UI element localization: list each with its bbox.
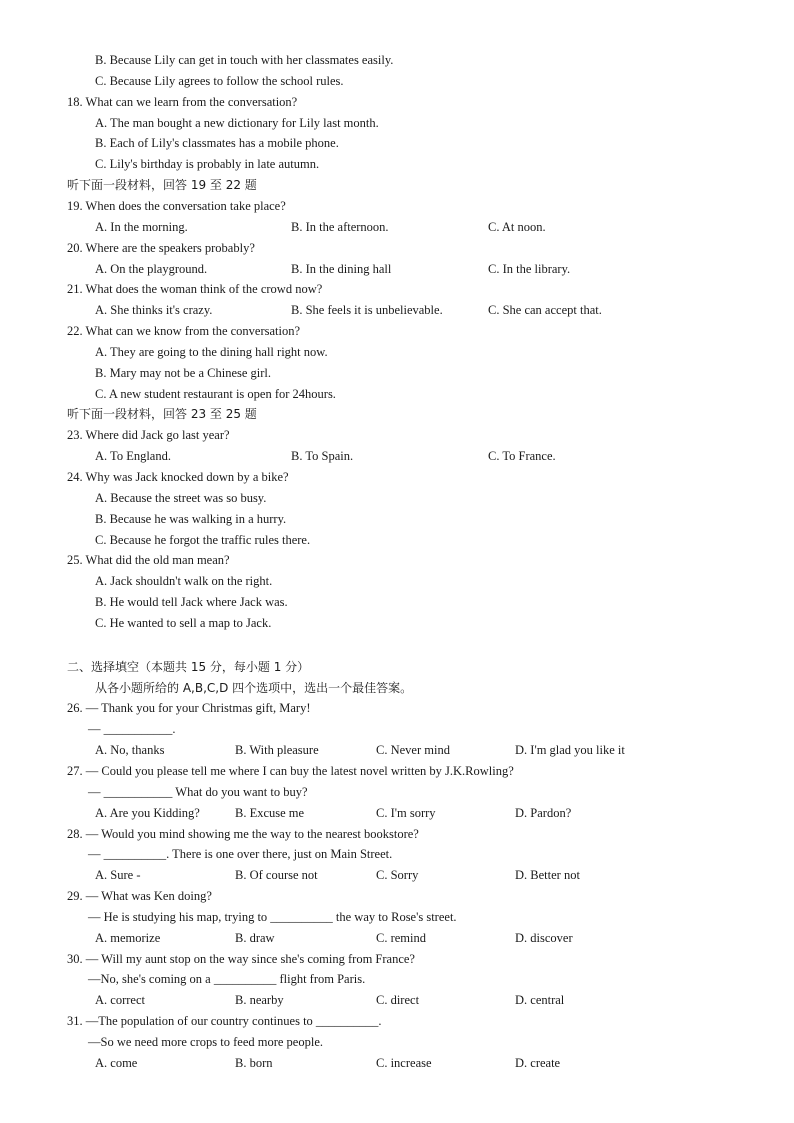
option-text: D. Better not <box>515 868 580 883</box>
question-text: 30. — Will my aunt stop on the way since she's coming from France? <box>67 951 415 966</box>
question-text: 24. Why was Jack knocked down by a bike? <box>67 470 289 484</box>
answer-line: — ___________. <box>88 722 176 737</box>
answer-line: B. Because he was walking in a hurry. <box>95 511 287 526</box>
question-text: 27. — Could you please tell me where I can buy the latest novel written by J.K.Rowling? <box>67 763 514 778</box>
option-text: A. memorize <box>95 930 161 945</box>
option-text: B. With pleasure <box>235 743 319 758</box>
question-text: 18. What can we learn from the conversation? <box>67 94 298 109</box>
option-text: C. I'm sorry <box>376 805 436 820</box>
option-text: A. come <box>95 1055 138 1070</box>
option-text: A. correct <box>95 993 145 1008</box>
option-text: B. Excuse me <box>235 805 305 820</box>
option-text: A. Sure - <box>95 868 141 883</box>
option-text: C. At noon. <box>488 219 546 234</box>
option-text: C. She can accept that. <box>488 303 602 318</box>
option-text: B. draw <box>235 930 275 945</box>
question-text: 29. — What was Ken doing? <box>67 889 212 904</box>
answer-line: A. They are going to the dining hall right now. <box>95 344 328 359</box>
question-text: 31. —The population of our country continues to __________. <box>67 1014 382 1029</box>
answer-line: —No, she's coming on a __________ flight from Paris. <box>88 972 366 987</box>
question-text: 23. Where did Jack go last year? <box>67 428 230 443</box>
option-text: C. direct <box>376 993 420 1008</box>
answer-line: B. Because Lily can get in touch with her classmates easily. <box>95 53 394 67</box>
option-text: C. In the library. <box>488 261 571 276</box>
answer-line: —So we need more crops to feed more people. <box>88 1035 323 1050</box>
question-text: 26. — Thank you for your Christmas gift, Mary! <box>67 701 311 716</box>
option-text: D. create <box>515 1055 561 1070</box>
option-text: A. On the playground. <box>95 261 208 276</box>
answer-line: B. Each of Lily's classmates has a mobile phone. <box>95 136 339 151</box>
option-text: A. No, thanks <box>95 743 165 758</box>
answer-line: B. Mary may not be a Chinese girl. <box>95 365 272 380</box>
option-text: B. born <box>235 1055 273 1070</box>
question-text: 21. What does the woman think of the crowd now? <box>67 282 323 297</box>
answer-line: C. Because Lily agrees to follow the school rules. <box>95 73 344 88</box>
option-text: C. To France. <box>488 449 556 464</box>
answer-line: C. Lily's birthday is probably in late autumn. <box>95 157 320 172</box>
option-text: D. Pardon? <box>515 805 572 820</box>
option-text: A. To England. <box>95 449 171 464</box>
question-text: 22. What can we know from the conversation? <box>67 324 301 339</box>
option-text: D. I'm glad you like it <box>515 743 625 758</box>
option-text: A. She thinks it's crazy. <box>95 303 213 318</box>
answer-line: C. He wanted to sell a map to Jack. <box>95 615 272 630</box>
question-text: 19. When does the conversation take place? <box>67 198 286 213</box>
question-text: 20. Where are the speakers probably? <box>67 240 255 255</box>
option-text: B. In the afternoon. <box>291 219 389 234</box>
option-text: B. In the dining hall <box>291 261 392 276</box>
section-heading: 听下面一段材料，回答 23 至 25 题 <box>67 407 257 422</box>
option-text: A. In the morning. <box>95 219 188 234</box>
option-text: B. nearby <box>235 993 284 1008</box>
question-text: 28. — Would you mind showing me the way to the nearest bookstore? <box>67 826 419 841</box>
answer-line: A. The man bought a new dictionary for Lily last month. <box>95 115 379 130</box>
option-text: B. To Spain. <box>291 449 354 464</box>
option-text: C. Sorry <box>376 868 419 883</box>
answer-line: C. A new student restaurant is open for 24hours. <box>95 386 336 401</box>
option-text: A. Are you Kidding? <box>95 805 200 820</box>
section-heading: 从各小题所给的 A,B,C,D 四个选项中，选出一个最佳答案。 <box>95 680 413 695</box>
answer-line: — ___________ What do you want to buy? <box>88 784 308 799</box>
option-text: B. Of course not <box>235 868 318 883</box>
answer-line: — __________. There is one over there, just on Main Street. <box>88 847 393 862</box>
answer-line: B. He would tell Jack where Jack was. <box>95 595 288 610</box>
option-text: C. Never mind <box>376 743 450 758</box>
section-heading: 二、选择填空（本题共 15 分，每小题 1 分） <box>67 659 310 674</box>
section-heading: 听下面一段材料，回答 19 至 22 题 <box>67 178 257 193</box>
option-text: C. increase <box>376 1055 432 1070</box>
option-text: D. central <box>515 993 565 1008</box>
option-text: D. discover <box>515 930 573 945</box>
question-text: 25. What did the old man mean? <box>67 553 230 568</box>
option-text: C. remind <box>376 930 426 945</box>
answer-line: — He is studying his map, trying to __________ the way to Rose's street. <box>88 909 457 924</box>
answer-line: C. Because he forgot the traffic rules there. <box>95 532 311 547</box>
answer-line: A. Because the street was so busy. <box>95 490 267 505</box>
option-text: B. She feels it is unbelievable. <box>291 303 443 318</box>
answer-line: A. Jack shouldn't walk on the right. <box>95 574 273 589</box>
